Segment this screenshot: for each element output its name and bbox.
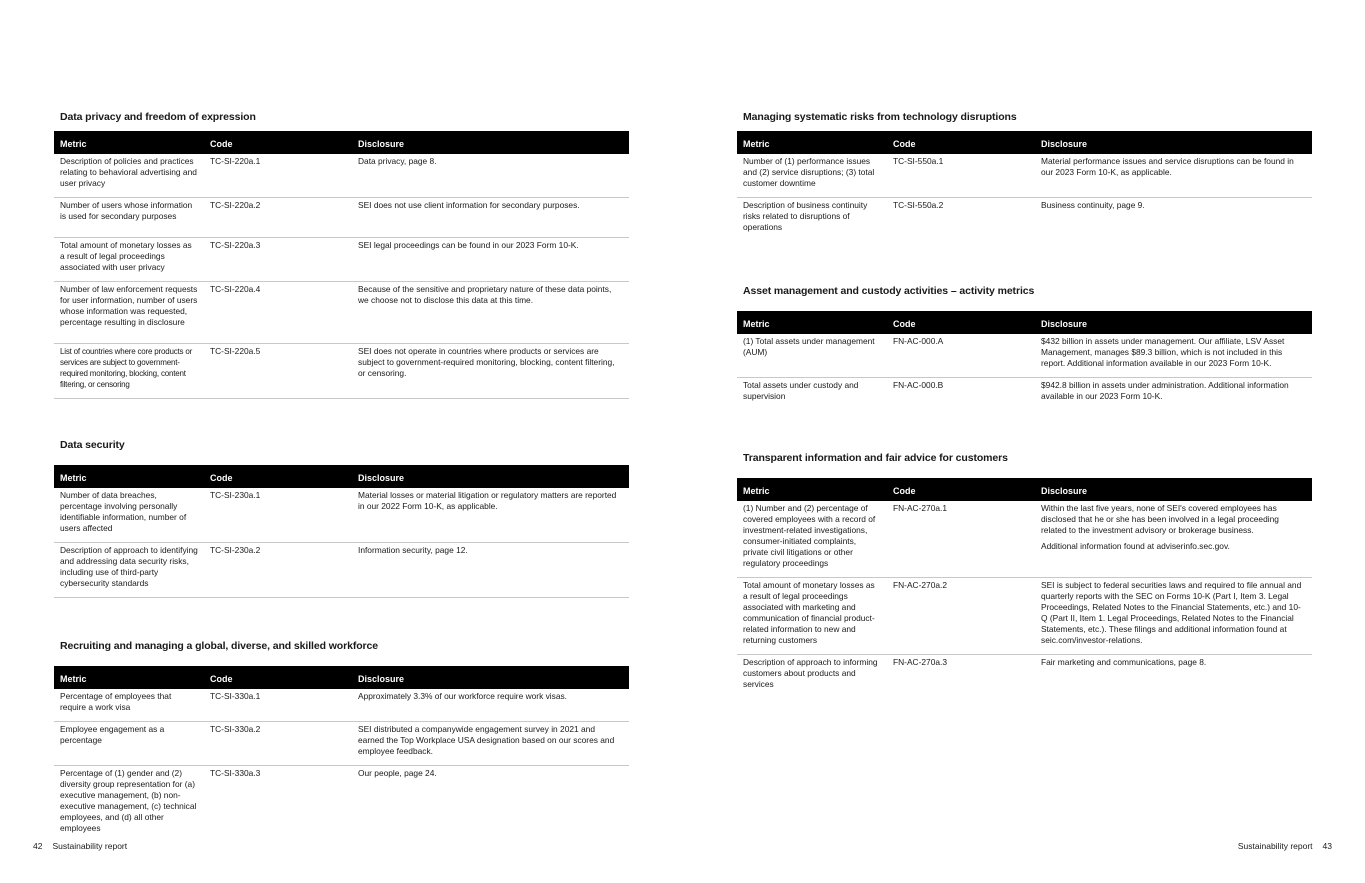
table-header-row [54, 465, 629, 488]
header-disclosure: Disclosure [352, 131, 629, 154]
disclosure-cell: Information security, page 12. [352, 543, 629, 598]
disclosure-cell: Approximately 3.3% of our workforce require work visas. [352, 689, 629, 722]
table-row [54, 238, 629, 282]
header-metric: Metric [737, 478, 887, 501]
disclosure-cell: Our people, page 24. [358, 768, 437, 778]
metric-cell: Employee engagement as a percentage [54, 722, 204, 766]
header-code: Code [887, 311, 1035, 334]
header-disclosure: Disclosure [1035, 131, 1312, 154]
code-cell: TC-SI-220a.1 [204, 154, 352, 198]
code-cell: FN-AC-270a.3 [893, 657, 947, 667]
code-cell: FN-AC-000.B [893, 380, 944, 390]
disclosure-cell: Business continuity, page 9. [1041, 200, 1145, 210]
code-cell: FN-AC-270a.2 [887, 578, 1035, 655]
header-code: Code [204, 666, 352, 689]
metrics-table [54, 666, 629, 834]
metrics-table [54, 465, 629, 598]
table-row [54, 543, 629, 598]
table-header-row [737, 131, 1312, 154]
table-header-row [737, 311, 1312, 334]
disclosure-cell: SEI distributed a companywide engagement survey in 2021 and earned the Top Workplace USA designation based on our scores and employee feedback. [352, 722, 629, 766]
table-row [54, 282, 629, 344]
disclosure-extra-text: Additional information found at adviserinfo.sec.gov. [1041, 541, 1230, 551]
table-row [737, 578, 1312, 655]
header-metric: Metric [54, 131, 204, 154]
metric-cell: (1) Total assets under management (AUM) [737, 334, 887, 378]
metric-cell: Total assets under custody and supervision [743, 380, 859, 401]
footer-label: Sustainability report [1237, 841, 1313, 851]
section-title: Asset management and custody activities – activity metrics [743, 285, 1035, 297]
section-data-privacy [54, 110, 629, 399]
metric-cell: Description of approach to identifying and addressing data security risks, including use of third-party cybersecurity standards [54, 543, 204, 598]
table-row [54, 488, 629, 543]
disclosure-cell: Material performance issues and service disruptions can be found in our 2023 Form 10-K, as applicable. [1035, 154, 1312, 198]
table-row [54, 722, 629, 766]
footer-left [33, 841, 127, 851]
table-row [54, 344, 629, 399]
table-header-row [54, 131, 629, 154]
header-code: Code [204, 131, 352, 154]
code-cell: TC-SI-230a.1 [204, 488, 352, 543]
table-row [54, 766, 629, 835]
disclosure-cell: Data privacy, page 8. [352, 154, 629, 198]
section-tech-disruptions [737, 110, 1312, 241]
code-cell: TC-SI-550a.2 [893, 200, 944, 210]
table-row [737, 334, 1312, 378]
disclosure-cell: $942.8 billion in assets under administration. Additional information available in our 2023 Form 10-K. [1041, 380, 1289, 401]
header-disclosure: Disclosure [352, 666, 629, 689]
section-title: Recruiting and managing a global, diverse, and skilled workforce [60, 640, 379, 652]
metrics-table [737, 478, 1312, 698]
header-metric: Metric [54, 666, 204, 689]
metric-cell: Description of business continuity risks related to disruptions of operations [743, 200, 868, 232]
metric-cell: Percentage of (1) gender and (2) diversity group representation for (a) executive management, (b) non-executive management, (c) technical employees, and (d) all other employees [60, 768, 197, 833]
section-transparent-information [737, 451, 1312, 698]
header-metric: Metric [737, 311, 887, 334]
header-disclosure: Disclosure [352, 465, 629, 488]
disclosure-cell: Material losses or material litigation or regulatory matters are reported in our 2022 Form 10-K, as applicable. [352, 488, 629, 543]
code-cell: TC-SI-330a.1 [204, 689, 352, 722]
table-row [54, 689, 629, 722]
disclosure-cell: Fair marketing and communications, page 8. [1041, 657, 1207, 667]
table-row [54, 154, 629, 198]
header-disclosure: Disclosure [1035, 478, 1312, 501]
disclosure-cell: $432 billion in assets under management. Our affiliate, LSV Asset Management, manages $89.3 billion, which is not included in this report. Additional information available in our 2023 Form 10-K. [1035, 334, 1312, 378]
metric-cell: Number of (1) performance issues and (2) service disruptions; (3) total customer downtime [737, 154, 887, 198]
footer-right [1238, 841, 1332, 851]
metric-cell: (1) Number and (2) percentage of covered employees with a record of investment-related investigations, consumer-initiated complaints, private civil litigations or other regulatory proceedings [737, 501, 887, 578]
disclosure-cell [1035, 501, 1312, 578]
section-title: Data security [60, 439, 125, 451]
table-header-row [54, 666, 629, 689]
table-row [737, 655, 1312, 699]
section-title: Transparent information and fair advice for customers [743, 452, 1008, 464]
section-title: Data privacy and freedom of expression [60, 111, 256, 123]
header-code: Code [204, 465, 352, 488]
metric-cell: Description of policies and practices relating to behavioral advertising and user privacy [54, 154, 204, 198]
code-cell: TC-SI-220a.4 [204, 282, 352, 344]
code-cell: TC-SI-220a.2 [204, 198, 352, 238]
table-row [737, 198, 1312, 242]
section-title: Managing systematic risks from technology disruptions [743, 111, 1017, 123]
metric-cell: Number of data breaches, percentage involving personally identifiable information, number of users affected [54, 488, 204, 543]
metric-cell: Percentage of employees that require a work visa [54, 689, 204, 722]
disclosure-cell: Because of the sensitive and proprietary nature of these data points, we choose not to disclose this data at this time. [352, 282, 629, 344]
metric-cell: Total amount of monetary losses as a result of legal proceedings associated with marketing and communication of financial product-related information to new and returning customers [737, 578, 887, 655]
code-cell: FN-AC-000.A [887, 334, 1035, 378]
table-row [737, 501, 1312, 578]
metric-cell: Description of approach to informing customers about products and services [743, 657, 878, 689]
metrics-table [737, 131, 1312, 241]
disclosure-cell: SEI is subject to federal securities laws and required to file annual and quarterly reports with the SEC on Forms 10-K (Part I, Item 3. Legal Proceedings, Related Notes to the Financial Statements, etc.) and 10-Q (Part II, Item 1. Legal Proceedings, Related Notes to the Financial Statements, etc.). These filings and additional information found at seic.com/investor-relations. [1035, 578, 1312, 655]
code-cell: TC-SI-220a.5 [204, 344, 352, 399]
code-cell: TC-SI-220a.3 [204, 238, 352, 282]
disclosure-text: Within the last five years, none of SEI's covered employees has disclosed that he or she has been involved in a legal proceeding related to the investment advisory or brokerage business. [1041, 503, 1279, 535]
section-asset-management [737, 284, 1312, 410]
table-row [54, 198, 629, 238]
metric-cell: Number of users whose information is used for secondary purposes [54, 198, 204, 238]
disclosure-cell: SEI legal proceedings can be found in our 2023 Form 10-K. [352, 238, 629, 282]
code-cell: TC-SI-550a.1 [887, 154, 1035, 198]
header-metric: Metric [54, 465, 204, 488]
table-row [737, 154, 1312, 198]
header-code: Code [887, 478, 1035, 501]
metrics-table [737, 311, 1312, 410]
metric-cell: List of countries where core products or services are subject to government-required monitoring, blocking, content filtering, or censoring [54, 344, 204, 399]
metric-cell: Number of law enforcement requests for user information, number of users whose information was requested, percentage resulting in disclosure [54, 282, 204, 344]
header-disclosure: Disclosure [1035, 311, 1312, 334]
section-workforce [54, 639, 629, 834]
page-number: 42 [33, 841, 43, 851]
code-cell: TC-SI-230a.2 [204, 543, 352, 598]
metrics-table [54, 131, 629, 399]
code-cell: TC-SI-330a.3 [210, 768, 261, 778]
metric-cell: Total amount of monetary losses as a result of legal proceedings associated with user privacy [54, 238, 204, 282]
section-data-security [54, 438, 629, 598]
footer-label: Sustainability report [52, 841, 128, 851]
table-header-row [737, 478, 1312, 501]
header-metric: Metric [737, 131, 887, 154]
code-cell: TC-SI-330a.2 [204, 722, 352, 766]
page-number: 43 [1322, 841, 1332, 851]
disclosure-cell: SEI does not use client information for secondary purposes. [352, 198, 629, 238]
table-row [737, 378, 1312, 411]
code-cell: FN-AC-270a.1 [887, 501, 1035, 578]
header-code: Code [887, 131, 1035, 154]
disclosure-cell: SEI does not operate in countries where products or services are subject to government-required monitoring, blocking, content filtering, or censoring. [352, 344, 629, 399]
